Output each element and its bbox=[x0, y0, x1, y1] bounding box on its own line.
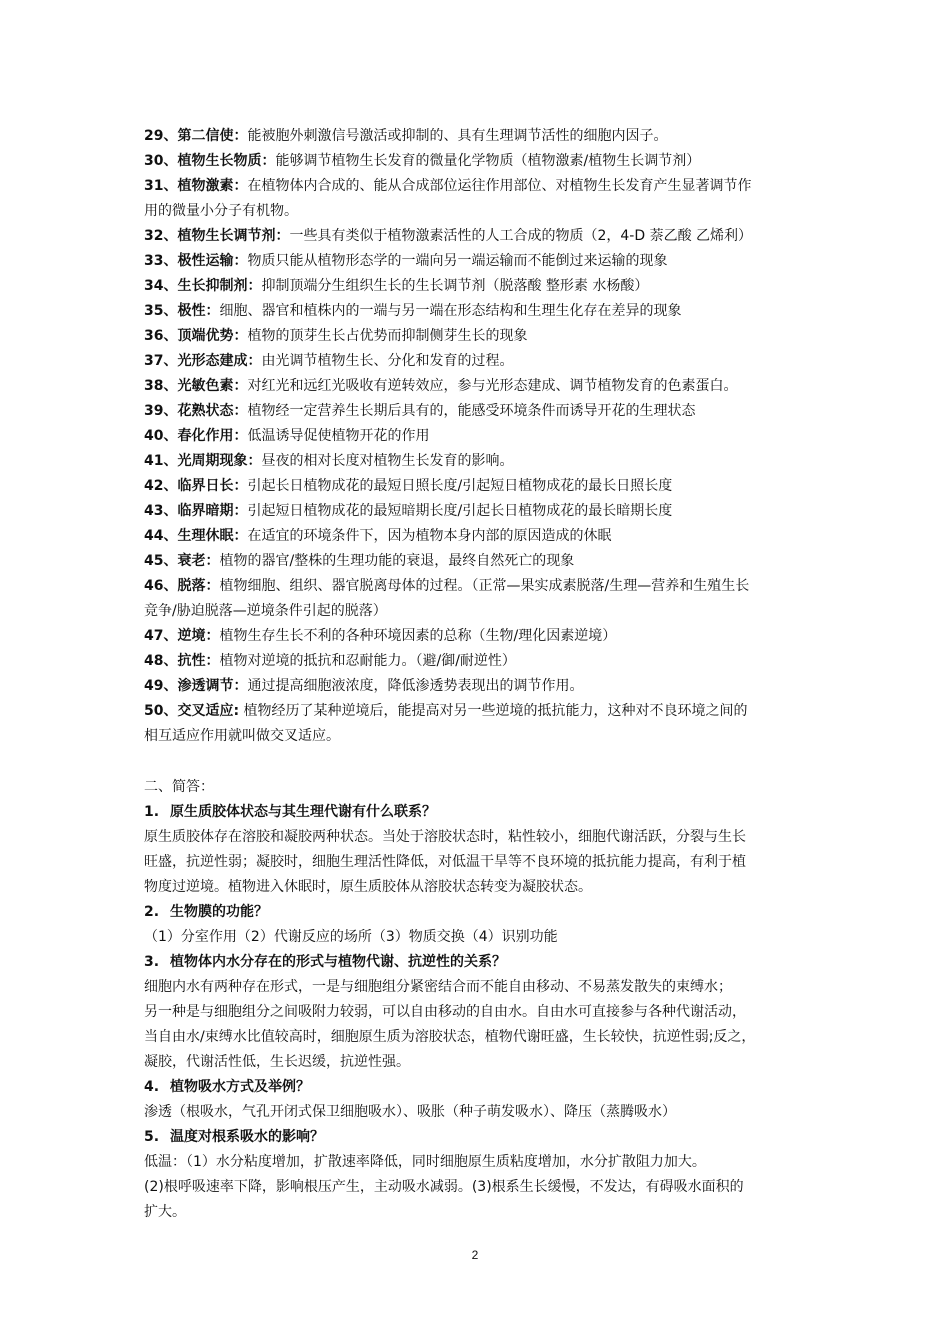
answer-line: 当自由水/束缚水比值较高时，细胞原生质为溶胶状态，植物代谢旺盛，生长较快，抗逆性弱;反之， bbox=[144, 1029, 756, 1045]
definition-term: 43、临界暗期： bbox=[144, 503, 248, 519]
definition-text: 一些具有类似于植物激素活性的人工合成的物质（2，4-D 萘乙酸 乙烯利） bbox=[289, 228, 753, 244]
question-heading bbox=[144, 900, 812, 925]
definition-term: 37、光形态建成： bbox=[144, 353, 262, 369]
question-text: 原生质胶体状态与其生理代谢有什么联系？ bbox=[170, 804, 436, 820]
definition-term: 35、极性： bbox=[144, 303, 220, 319]
definition-line bbox=[144, 699, 812, 724]
definition-text: 抑制顶端分生组织生长的生长调节剂（脱落酸 整形素 水杨酸） bbox=[261, 278, 649, 294]
definition-line bbox=[144, 649, 812, 674]
definition-text: 在适宜的环境条件下，因为植物本身内部的原因造成的休眠 bbox=[247, 528, 612, 544]
definition-text: 用的微量小分子有机物。 bbox=[144, 203, 298, 219]
question-number: 5. bbox=[144, 1129, 160, 1145]
definition-text: 植物生存生长不利的各种环境因素的总称（生物/理化因素逆境） bbox=[219, 628, 617, 644]
definition-term: 50、交叉适应: bbox=[144, 703, 240, 719]
definition-term: 44、生理休眠： bbox=[144, 528, 248, 544]
answer-line: 凝胶，代谢活性低，生长迟缓，抗逆性强。 bbox=[144, 1054, 410, 1070]
definition-text: 细胞、器官和植株内的一端与另一端在形态结构和生理生化存在差异的现象 bbox=[219, 303, 682, 319]
definition-text: 对红光和远红光吸收有逆转效应，参与光形态建成、调节植物发育的色素蛋白。 bbox=[247, 378, 738, 394]
definition-text: 引起短日植物成花的最短暗期长度/引起长日植物成花的最长暗期长度 bbox=[247, 503, 673, 519]
definition-line bbox=[144, 174, 812, 199]
definition-term: 34、生长抑制剂： bbox=[144, 278, 262, 294]
question-heading bbox=[144, 1075, 812, 1100]
answer-line: 另一种是与细胞组分之间吸附力较弱，可以自由移动的自由水。自由水可直接参与各种代谢活动， bbox=[144, 1004, 746, 1020]
page-number: 2 bbox=[471, 1248, 479, 1262]
answer-line: 低温：（1）水分粘度增加，扩散速率降低，同时细胞原生质粘度增加，水分扩散阻力加大。 bbox=[144, 1154, 706, 1170]
definition-text: 在植物体内合成的、能从合成部位运往作用部位、对植物生长发育产生显著调节作 bbox=[247, 178, 752, 194]
definition-line bbox=[144, 449, 812, 474]
question-number: 1. bbox=[144, 804, 160, 820]
definition-line bbox=[144, 674, 812, 699]
definition-line bbox=[144, 274, 812, 299]
definition-term: 47、逆境： bbox=[144, 628, 220, 644]
definition-text: 昼夜的相对长度对植物生长发育的影响。 bbox=[261, 453, 514, 469]
definition-text: 植物的顶芽生长占优势而抑制侧芽生长的现象 bbox=[247, 328, 528, 344]
definition-term: 41、光周期现象： bbox=[144, 453, 262, 469]
definition-line bbox=[144, 249, 812, 274]
definition-line bbox=[144, 224, 812, 249]
question-heading bbox=[144, 1125, 812, 1150]
definition-text: 引起长日植物成花的最短日照长度/引起短日植物成花的最长日照长度 bbox=[247, 478, 673, 494]
answer-line: (2)根呼吸速率下降，影响根压产生，主动吸水减弱。(3)根系生长缓慢，不发达，有碍吸水面积的 bbox=[144, 1179, 744, 1195]
definition-text: 植物经一定营养生长期后具有的，能感受环境条件而诱导开花的生理状态 bbox=[247, 403, 696, 419]
answer-line: （1）分室作用（2）代谢反应的场所（3）物质交换（4）识别功能 bbox=[144, 929, 558, 945]
definition-line bbox=[144, 299, 812, 324]
questions-list bbox=[144, 800, 812, 1225]
definition-text: 植物对逆境的抵抗和忍耐能力。（避/御/耐逆性） bbox=[219, 653, 516, 669]
definition-line bbox=[144, 199, 812, 224]
question-text: 植物吸水方式及举例？ bbox=[170, 1079, 310, 1095]
definition-text: 低温诱导促使植物开花的作用 bbox=[247, 428, 430, 444]
definition-term: 42、临界日长： bbox=[144, 478, 248, 494]
definition-term: 36、顶端优势： bbox=[144, 328, 248, 344]
answer-line: 旺盛，抗逆性弱；凝胶时，细胞生理活性降低，对低温干旱等不良环境的抵抗能力提高，有利于植 bbox=[144, 854, 746, 870]
definition-term: 29、第二信使： bbox=[144, 128, 248, 144]
answer-line: 细胞内水有两种存在形式，一是与细胞组分紧密结合而不能自由移动、不易蒸发散失的束缚水； bbox=[144, 979, 732, 995]
definition-text: 相互适应作用就叫做交叉适应。 bbox=[144, 728, 340, 744]
definition-text: 竞争/胁迫脱落—逆境条件引起的脱落） bbox=[144, 603, 387, 619]
question-number: 2. bbox=[144, 904, 160, 920]
definition-text: 植物经历了某种逆境后，能提高对另一些逆境的抵抗能力，这种对不良环境之间的 bbox=[239, 703, 748, 719]
definition-term: 39、花熟状态： bbox=[144, 403, 248, 419]
definition-line bbox=[144, 474, 812, 499]
definition-line bbox=[144, 574, 812, 599]
section-title: 二、简答： bbox=[144, 779, 214, 795]
definition-term: 46、脱落： bbox=[144, 578, 220, 594]
definition-line bbox=[144, 124, 812, 149]
definition-text: 能被胞外刺激信号激活或抑制的、具有生理调节活性的细胞内因子。 bbox=[247, 128, 668, 144]
definition-term: 38、光敏色素： bbox=[144, 378, 248, 394]
definition-text: 能够调节植物生长发育的微量化学物质（植物激素/植物生长调节剂） bbox=[275, 153, 701, 169]
definition-text: 通过提高细胞液浓度，降低渗透势表现出的调节作用。 bbox=[247, 678, 584, 694]
definitions-list bbox=[144, 124, 812, 749]
definition-term: 33、极性运输： bbox=[144, 253, 248, 269]
question-heading bbox=[144, 950, 812, 975]
answer-line: 原生质胶体存在溶胶和凝胶两种状态。当处于溶胶状态时，粘性较小，细胞代谢活跃，分裂与生长 bbox=[144, 829, 746, 845]
definition-line bbox=[144, 399, 812, 424]
definition-term: 40、春化作用： bbox=[144, 428, 248, 444]
answer-line: 扩大。 bbox=[144, 1204, 186, 1220]
definition-text: 由光调节植物生长、分化和发育的过程。 bbox=[261, 353, 514, 369]
question-number: 4. bbox=[144, 1079, 160, 1095]
answer-line: 渗透（根吸水，气孔开闭式保卫细胞吸水）、吸胀（种子萌发吸水）、降压（蒸腾吸水） bbox=[144, 1104, 676, 1120]
definition-line bbox=[144, 524, 812, 549]
definition-line bbox=[144, 624, 812, 649]
definition-line bbox=[144, 424, 812, 449]
definition-line bbox=[144, 149, 812, 174]
definition-line bbox=[144, 324, 812, 349]
definition-line bbox=[144, 724, 812, 749]
definition-term: 32、植物生长调节剂： bbox=[144, 228, 290, 244]
definition-text: 物质只能从植物形态学的一端向另一端运输而不能倒过来运输的现象 bbox=[247, 253, 668, 269]
question-text: 植物体内水分存在的形式与植物代谢、抗逆性的关系？ bbox=[170, 954, 506, 970]
definition-term: 31、植物激素： bbox=[144, 178, 248, 194]
definition-line bbox=[144, 374, 812, 399]
answer-line: 物度过逆境。植物进入休眠时，原生质胶体从溶胶状态转变为凝胶状态。 bbox=[144, 879, 592, 895]
definition-text: 植物的器官/整株的生理功能的衰退，最终自然死亡的现象 bbox=[219, 553, 575, 569]
question-heading bbox=[144, 800, 812, 825]
definition-term: 48、抗性： bbox=[144, 653, 220, 669]
definition-term: 45、衰老： bbox=[144, 553, 220, 569]
definition-text: 植物细胞、组织、器官脱离母体的过程。（正常—果实成素脱落/生理—营养和生殖生长 bbox=[219, 578, 750, 594]
document-body bbox=[144, 124, 812, 1225]
definition-line bbox=[144, 549, 812, 574]
question-text: 温度对根系吸水的影响？ bbox=[170, 1129, 324, 1145]
definition-line bbox=[144, 599, 812, 624]
definition-term: 30、植物生长物质： bbox=[144, 153, 276, 169]
definition-line bbox=[144, 349, 812, 374]
question-number: 3. bbox=[144, 954, 160, 970]
question-text: 生物膜的功能？ bbox=[170, 904, 268, 920]
definition-term: 49、渗透调节： bbox=[144, 678, 248, 694]
definition-line bbox=[144, 499, 812, 524]
